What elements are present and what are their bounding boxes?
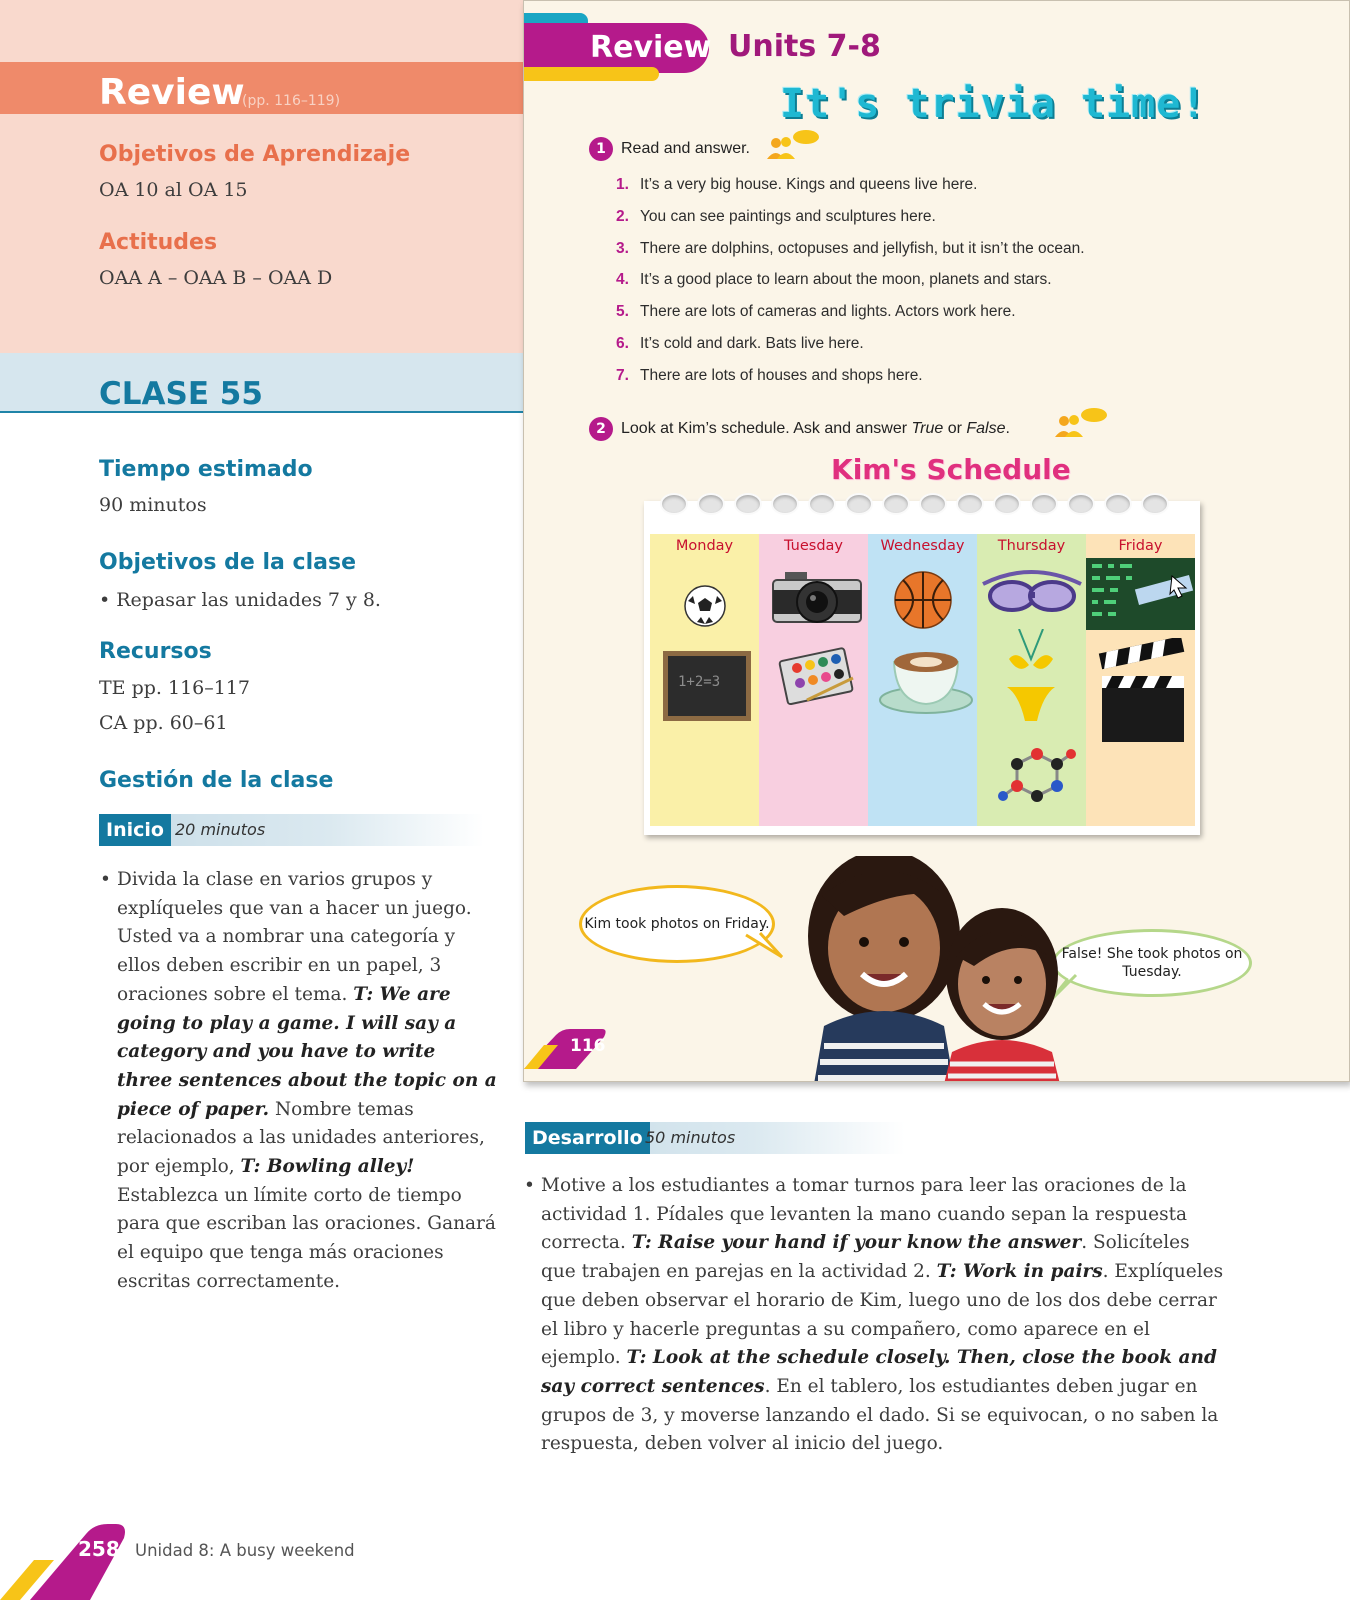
- question-item: 4. It’s a good place to learn about the moon, planets and stars.: [616, 271, 1052, 288]
- inicio-text: Establezca un límite corto de tiempo para que escriban las oraciones. Ganará el equipo que tenga más oraciones escritas correctamente.: [117, 1184, 496, 1292]
- desarrollo-teacher-line: T: Raise your hand if your know the answer: [631, 1232, 1082, 1254]
- inicio-bar: [99, 814, 484, 846]
- question-item: 1. It’s a very big house. Kings and queens live here.: [616, 176, 978, 193]
- binder-ring: [771, 493, 799, 515]
- activity-number: 1: [589, 137, 613, 161]
- question-item: 3. There are dolphins, octopuses and jellyfish, but it isn’t the ocean.: [616, 240, 1085, 257]
- inicio-minutes: 20 minutos: [175, 820, 266, 839]
- day-column-friday: [1086, 534, 1195, 826]
- day-column-monday: [650, 534, 759, 826]
- binder-ring: [845, 493, 873, 515]
- swimming-goggles-icon: [979, 564, 1085, 620]
- chalkboard-text: 1+2=3: [668, 656, 746, 716]
- pair-work-icon: [764, 129, 820, 159]
- tiempo-text: 90 minutos: [99, 494, 207, 516]
- binder-ring: [919, 493, 947, 515]
- units-title: Units 7-8: [728, 29, 881, 64]
- coffee-cup-icon: [876, 644, 976, 716]
- camera-icon: [769, 568, 865, 628]
- activity-instruction: Look at Kim’s schedule. Ask and answer True or False.: [621, 420, 1010, 437]
- review-pages: (pp. 116–119): [242, 93, 341, 109]
- pair-work-icon: [1052, 407, 1108, 437]
- desarrollo-text: Motive a los estudiantes a tomar turnos para leer las oraciones de la actividad 1. Pídales que levanten la mano cuando sepan la respuesta correcta.: [541, 1175, 1188, 1254]
- binder-ring: [1141, 493, 1169, 515]
- footer-page-number: 258: [78, 1537, 120, 1561]
- activity-number: 2: [589, 417, 613, 441]
- recursos-item: TE pp. 116–117: [99, 677, 251, 699]
- review-title: Review: [99, 72, 245, 113]
- girls-photo: [784, 856, 1084, 1082]
- inicio-text: Nombre temas relacionados a las unidades anteriores, por ejemplo,: [117, 1098, 485, 1178]
- footer-unit-text: Unidad 8: A busy weekend: [135, 1541, 355, 1560]
- desarrollo-bar: [525, 1122, 905, 1154]
- binder-ring: [808, 493, 836, 515]
- bikini-icon: [999, 629, 1063, 725]
- chalkboard-icon: [663, 651, 751, 721]
- recursos-heading: Recursos: [99, 639, 212, 664]
- day-column-thursday: [977, 534, 1086, 826]
- inicio-teacher-line: T: Bowling alley!: [240, 1156, 415, 1178]
- question-item: 6. It’s cold and dark. Bats live here.: [616, 335, 864, 352]
- binder-ring: [1030, 493, 1058, 515]
- activity-instruction: Read and answer.: [621, 140, 750, 157]
- inicio-teacher-line: T: We are going to play a game. I will say a category and you have to write three sentences about the topic on a piece of paper.: [117, 983, 497, 1120]
- objectives-panel: [0, 0, 523, 355]
- paint-palette-icon: [777, 644, 857, 706]
- binder-ring: [882, 493, 910, 515]
- desarrollo-text: . Solicíteles que trabajen en parejas en la actividad 2.: [541, 1232, 1190, 1283]
- trivia-title: It's trivia time!: [780, 81, 1207, 127]
- desarrollo-teacher-line: T: Work in pairs: [936, 1261, 1103, 1283]
- objetivos-clase-item: • Repasar las unidades 7 y 8.: [99, 589, 381, 611]
- speech-bubble-right: False! She took photos on Tuesday.: [1052, 929, 1252, 997]
- binder-ring: [993, 493, 1021, 515]
- day-name: Friday: [1118, 538, 1163, 554]
- desarrollo-text: . En el tablero, los estudiantes deben jugar en grupos de 3, y moverse lanzando el dado. Si se equivocan, o no saben la respuesta, deben volver al inicio del juego.: [541, 1375, 1219, 1455]
- speech-bubble-left: Kim took photos on Friday.: [579, 885, 775, 963]
- student-book-page: [523, 0, 1350, 1082]
- inicio-label: Inicio: [99, 814, 171, 846]
- objetivos-aprendizaje-heading: Objetivos de Aprendizaje: [99, 142, 411, 167]
- football-icon: [683, 584, 727, 628]
- inicio-paragraph: [100, 866, 497, 1297]
- binder-ring: [697, 493, 725, 515]
- day-name: Monday: [675, 538, 734, 554]
- inicio-text: Divida la clase en varios grupos y explíqueles que van a hacer un juego. Usted va a nombrar una categoría y ellos deben escribir en un papel, 3 oraciones sobre el tema.: [117, 869, 472, 1005]
- day-name: Wednesday: [880, 538, 965, 554]
- basketball-icon: [893, 570, 953, 630]
- schedule-title: Kim's Schedule: [831, 453, 1071, 486]
- review-pill: Review: [524, 23, 709, 73]
- bullet: •: [524, 1175, 535, 1196]
- molecule-model-icon: [997, 744, 1077, 810]
- objetivos-aprendizaje-text: OA 10 al OA 15: [99, 179, 248, 201]
- schedule-card: [644, 501, 1200, 835]
- day-name: Thursday: [997, 538, 1066, 554]
- binder-ring: [660, 493, 688, 515]
- gestion-heading: Gestión de la clase: [99, 768, 334, 793]
- actitudes-heading: Actitudes: [99, 230, 218, 255]
- tiempo-heading: Tiempo estimado: [99, 457, 313, 482]
- objetivos-clase-heading: Objetivos de la clase: [99, 550, 356, 575]
- question-item: 5. There are lots of cameras and lights. Actors work here.: [616, 303, 1016, 320]
- book-page-number: 116: [570, 1036, 606, 1056]
- speech-bubble-tail: [744, 931, 784, 959]
- recursos-item: CA pp. 60–61: [99, 712, 228, 734]
- desarrollo-teacher-line: T: Look at the schedule closely. Then, close the book and say correct sentences: [541, 1347, 1217, 1397]
- binder-ring: [1067, 493, 1095, 515]
- header-underline: [524, 67, 659, 81]
- clapperboard-icon: [1098, 638, 1186, 746]
- bullet: •: [100, 869, 111, 890]
- desarrollo-paragraph: [524, 1172, 1226, 1459]
- computer-code-icon: [1086, 558, 1195, 630]
- desarrollo-label: Desarrollo: [525, 1122, 650, 1154]
- actitudes-text: OAA A – OAA B – OAA D: [99, 267, 333, 289]
- day-name: Tuesday: [784, 538, 843, 554]
- binder-ring: [956, 493, 984, 515]
- question-item: 2. You can see paintings and sculptures here.: [616, 208, 936, 225]
- day-column-wednesday: [868, 534, 977, 826]
- clase-title: CLASE 55: [99, 376, 263, 412]
- binder-ring: [1104, 493, 1132, 515]
- question-item: 7. There are lots of houses and shops here.: [616, 367, 923, 384]
- desarrollo-text: . Explíqueles que deben observar el horario de Kim, luego uno de los dos debe cerrar el libro y hacerle preguntas a su compañero, como aparece en el ejemplo.: [541, 1261, 1224, 1369]
- binder-ring: [734, 493, 762, 515]
- day-column-tuesday: [759, 534, 868, 826]
- desarrollo-minutes: 50 minutos: [645, 1128, 736, 1147]
